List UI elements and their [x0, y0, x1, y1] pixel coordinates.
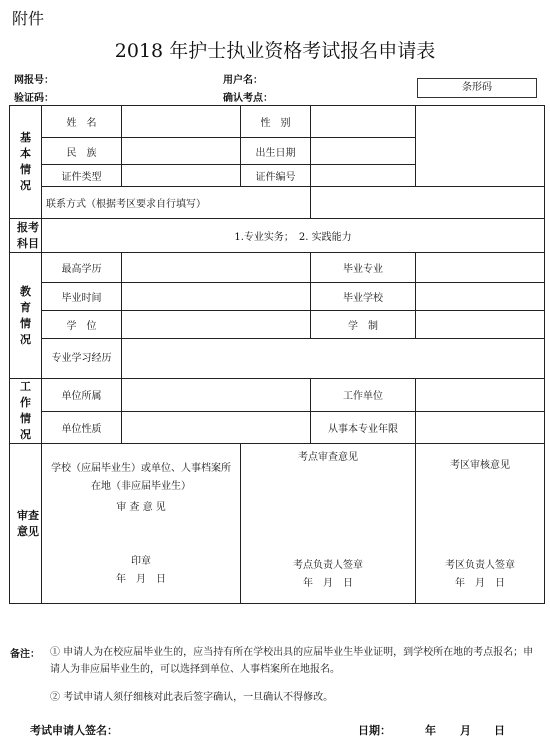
major-field[interactable] [416, 253, 545, 283]
gender-field[interactable] [311, 106, 416, 138]
highest-degree-label: 最高学历 [42, 253, 122, 283]
program-length-field[interactable] [416, 311, 545, 339]
site-date: 年 月 日 [303, 578, 353, 589]
degree-field[interactable] [122, 311, 311, 339]
years-field[interactable] [416, 411, 545, 444]
site-opinion-cell [241, 444, 416, 604]
employer-field[interactable] [122, 379, 311, 412]
study-history-label: 专业学习经历 [42, 339, 122, 379]
school-opinion-text: 学校（应届毕业生）或单位、人事档案所在地（非应届毕业生） [51, 463, 231, 492]
years-label: 从事本专业年限 [311, 411, 416, 444]
contact-label: 联系方式（根据考区要求自行填写） [42, 187, 311, 219]
program-length-label: 学 制 [311, 311, 416, 339]
name-label: 姓 名 [42, 106, 122, 138]
study-history-field[interactable] [122, 339, 545, 379]
form-title: 2018 年护士执业资格考试报名申请表 [114, 40, 436, 62]
school-opinion-title: 审 查 意 见 [116, 502, 166, 513]
unit-nature-label: 单位性质 [42, 411, 122, 444]
note-1: ① 申请人为在校应届毕业生的，应当持有所在学校出具的应届毕业生毕业证明，到学校所在地的考点报名；申请人为非应届毕业生的，可以选择到单位、人事档案所在地报名。 [50, 647, 534, 675]
grad-school-field[interactable] [416, 283, 545, 311]
school-date: 年 月 日 [116, 574, 166, 585]
footer-day: 日 [494, 724, 505, 737]
gender-label: 性 别 [241, 106, 311, 138]
signature-label: 考试申请人签名： [30, 724, 118, 737]
id-type-label: 证件类型 [42, 165, 122, 187]
section-review: 审查意见 [10, 444, 42, 604]
site-opinion-label: 考点审查意见 [298, 452, 358, 463]
name-field[interactable] [122, 106, 241, 138]
grad-time-field[interactable] [122, 283, 311, 311]
id-number-label: 证件编号 [241, 165, 311, 187]
online-id-label: 网报号： [14, 75, 54, 86]
footer-year: 年 [425, 724, 436, 737]
id-type-field[interactable] [122, 165, 241, 187]
username-label: 用户名： [223, 75, 263, 86]
ethnicity-label: 民 族 [42, 138, 122, 165]
work-unit-field[interactable] [416, 379, 545, 412]
grad-time-label: 毕业时间 [42, 283, 122, 311]
highest-degree-field[interactable] [122, 253, 311, 283]
footer-month: 月 [460, 724, 471, 737]
employer-label: 单位所属 [42, 379, 122, 412]
seal-label: 印章 [131, 556, 151, 567]
school-opinion-cell [42, 444, 241, 604]
notes-label: 备注： [10, 649, 40, 660]
note-2: ② 考试申请人须仔细核对此表后签字确认，一旦确认不得修改。 [50, 692, 334, 703]
site-sign-label: 考点负责人签章 [293, 560, 363, 571]
id-number-field[interactable] [311, 165, 416, 187]
major-label: 毕业专业 [311, 253, 416, 283]
footer-date-label: 日期： [358, 724, 391, 737]
contact-field[interactable] [311, 187, 545, 219]
birthdate-field[interactable] [311, 138, 416, 165]
application-form-table [9, 105, 545, 604]
region-date: 年 月 日 [455, 578, 505, 589]
barcode-box: 条形码 [417, 78, 537, 98]
attachment-label: 附件 [12, 9, 45, 28]
exam-subjects: 1.专业实务； 2. 实践能力 [42, 219, 545, 253]
grad-school-label: 毕业学校 [311, 283, 416, 311]
region-opinion-cell [416, 444, 545, 604]
photo-area [416, 106, 545, 187]
section-basic: 基本情况 [10, 106, 42, 219]
region-opinion-label: 考区审核意见 [450, 460, 510, 471]
region-sign-label: 考区负责人签章 [445, 560, 515, 571]
section-work: 工作情况 [10, 379, 42, 444]
unit-nature-field[interactable] [122, 411, 311, 444]
birthdate-label: 出生日期 [241, 138, 311, 165]
section-exam-subject: 报考科目 [10, 219, 42, 253]
captcha-label: 验证码： [14, 93, 54, 104]
section-education: 教育情况 [10, 253, 42, 379]
confirm-site-label: 确认考点： [223, 93, 273, 104]
degree-label: 学 位 [42, 311, 122, 339]
work-unit-label: 工作单位 [311, 379, 416, 412]
ethnicity-field[interactable] [122, 138, 241, 165]
